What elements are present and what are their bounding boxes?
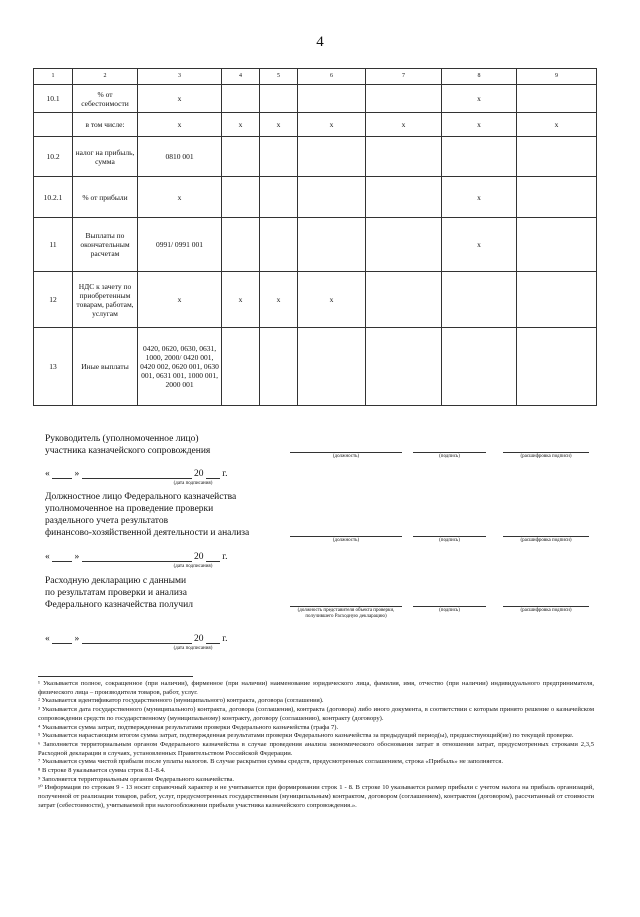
header-cell: 6	[298, 69, 366, 85]
table-cell: х	[442, 113, 517, 137]
day-field[interactable]	[52, 632, 72, 644]
month-field[interactable]	[82, 632, 192, 644]
table-cell	[517, 328, 597, 406]
header-cell: 5	[260, 69, 298, 85]
table-cell: Иные выплаты	[73, 328, 138, 406]
table-cell	[298, 85, 366, 113]
footnote: ⁵ Указывается нарастающим итогом сумма затрат, подтвержденная результатами проверки Федерального казначейства за предыдущий период(ы), предшествующий(ие) по текущей проверке.	[38, 732, 574, 740]
block1-sign-line: (подпись)	[413, 452, 486, 460]
year-suffix: г.	[222, 469, 228, 479]
date-open-quote: «	[45, 634, 50, 644]
table-cell	[298, 328, 366, 406]
table-cell	[298, 177, 366, 218]
page-number: 4	[316, 34, 324, 50]
signature-block-receiver	[45, 575, 193, 611]
header-cell: 2	[73, 69, 138, 85]
table-cell: х	[138, 177, 222, 218]
table-cell	[366, 272, 442, 328]
table-cell	[222, 137, 260, 177]
date-caption: (дата подписания)	[173, 646, 213, 651]
date-close-quote: »	[74, 634, 80, 644]
block3-date	[45, 632, 285, 654]
table-cell	[517, 85, 597, 113]
signature-block-head	[45, 433, 210, 457]
table-cell	[260, 328, 298, 406]
footnote: ⁴ Указывается сумма затрат, подтвержденная результатами проверки Федерального казначейства (графа 7).	[38, 723, 339, 731]
table-cell: % от себестоимости	[73, 85, 138, 113]
table-cell: 10.1	[34, 85, 73, 113]
year-prefix: 20	[194, 552, 204, 562]
date-close-quote: »	[74, 552, 80, 562]
table-cell: х	[442, 85, 517, 113]
table-cell: х	[138, 113, 222, 137]
block2-line1: Должностное лицо Федерального казначейства	[45, 492, 237, 502]
table-cell	[517, 137, 597, 177]
block2-date	[45, 550, 285, 572]
header-cell: 9	[517, 69, 597, 85]
footnote-divider	[38, 676, 193, 677]
block1-date	[45, 467, 285, 489]
block2-line4: финансово-хозяйственной деятельности и анализа	[45, 528, 250, 538]
table-cell: х	[517, 113, 597, 137]
table-cell	[366, 137, 442, 177]
block1-name-line: (расшифровка подписи)	[503, 452, 589, 460]
table-cell: 0420, 0620, 0630, 0631, 1000, 2000/ 0420 001, 0420 002, 0620 001, 0630 001, 0631 001, 1000 001, 2000 001	[138, 328, 222, 406]
table-cell: 10.2	[34, 137, 73, 177]
block1-position-line: (должность)	[290, 452, 402, 460]
block2-name-line: (расшифровка подписи)	[503, 536, 589, 544]
footnote: ⁶ Заполняется территориальным органом Федерального казначейства в случае проведения анализа экономического обоснования затрат в отношении затрат, предусмотренных строками 2,3,5 Расходной декларации в случаях, установленных Правительством Российской Федерации.	[38, 740, 594, 757]
table-cell	[260, 177, 298, 218]
table-cell	[517, 177, 597, 218]
year-suffix: г.	[222, 552, 228, 562]
table-row	[34, 113, 597, 137]
block3-line1: Расходную декларацию с данными	[45, 576, 187, 586]
table-cell	[517, 272, 597, 328]
year-prefix: 20	[194, 634, 204, 644]
table-cell	[517, 218, 597, 272]
day-field[interactable]	[52, 550, 72, 562]
block3-line2: по результатам проверки и анализа	[45, 588, 187, 598]
table-cell: х	[366, 113, 442, 137]
table-cell: 13	[34, 328, 73, 406]
footnotes	[38, 680, 594, 811]
date-open-quote: «	[45, 552, 50, 562]
block1-title-line1: Руководитель (уполномоченное лицо)	[45, 434, 199, 444]
table-cell	[366, 177, 442, 218]
table-cell: 12	[34, 272, 73, 328]
header-cell: 4	[222, 69, 260, 85]
block2-line2: уполномоченное на проведение проверки	[45, 504, 214, 514]
year-field[interactable]	[206, 632, 220, 644]
declaration-table	[33, 68, 597, 406]
table-cell	[260, 218, 298, 272]
year-prefix: 20	[194, 469, 204, 479]
block2-line3: раздельного учета результатов	[45, 516, 169, 526]
table-cell: х	[222, 113, 260, 137]
header-cell: 1	[34, 69, 73, 85]
footnote: ³ Указывается дата государственного (муниципального) контракта, договора (соглашения), контракта (договора) либо иного документа, в соответствии с которым принято решение о казначейском сопровождении средств по государственному (муниципальному) контракту, договору (соглашению), контракту (договору).	[38, 706, 594, 722]
date-close-quote: »	[74, 469, 80, 479]
header-cell: 3	[138, 69, 222, 85]
table-cell	[222, 218, 260, 272]
table-cell	[298, 218, 366, 272]
table-cell: в том числе:	[73, 113, 138, 137]
table-cell: х	[260, 113, 298, 137]
table-cell: х	[138, 85, 222, 113]
block3-position-line: (должность представителя объекта проверки, получившего Расходную декларацию)	[290, 606, 402, 620]
table-row	[34, 177, 597, 218]
table-row	[34, 272, 597, 328]
table-cell: налог на прибыль, сумма	[73, 137, 138, 177]
footnote: ¹⁰ Информация по строкам 9 - 13 носит справочный характер и не учитывается при формировании строк 1 - 8. В строке 10 указывается размер прибыли с учетом налога на прибыль организаций, полученной от реализации товаров, работ, услуг, предусмотренных государственным (муниципальным) контрактом, договором (соглашением), контрактом (договором), рассчитанный от стоимости затрат (себестоимости), учитываемой при налогообложении прибыли участника казначейского сопровождения.».	[38, 784, 594, 809]
table-cell	[366, 218, 442, 272]
block3-sign-line: (подпись)	[413, 606, 486, 614]
table-cell: х	[222, 272, 260, 328]
table-row	[34, 85, 597, 113]
table-cell	[442, 328, 517, 406]
table-cell	[442, 272, 517, 328]
table-cell: 0991/ 0991 001	[138, 218, 222, 272]
footnote: ² Указывается идентификатор государственного (муниципального) контракта, договора (соглашения).	[38, 697, 324, 705]
table-cell: 0810 001	[138, 137, 222, 177]
table-cell	[222, 328, 260, 406]
table-header-row	[34, 69, 597, 85]
header-cell: 8	[442, 69, 517, 85]
table-row	[34, 137, 597, 177]
table-cell	[34, 113, 73, 137]
table-cell: х	[260, 272, 298, 328]
table-row	[34, 218, 597, 272]
footnote: ¹ Указывается полное, сокращенное (при наличии), фирменное (при наличии) наименование юридического лица, фамилия, имя, отчество (при наличии) индивидуального предпринимателя, физического лица – производителя товаров, работ, услуг.	[38, 680, 594, 696]
table-cell: х	[298, 272, 366, 328]
table-cell	[222, 85, 260, 113]
date-caption: (дата подписания)	[173, 564, 213, 569]
table-cell: х	[442, 177, 517, 218]
table-cell	[260, 85, 298, 113]
footnote: ⁹ Заполняется территориальным органом Федерального казначейства.	[38, 775, 235, 783]
table-cell	[298, 137, 366, 177]
block2-sign-line: (подпись)	[413, 536, 486, 544]
block2-position-line: (должность)	[290, 536, 402, 544]
year-suffix: г.	[222, 634, 228, 644]
table-cell: х	[138, 272, 222, 328]
table-cell: % от прибыли	[73, 177, 138, 218]
table-cell: 10.2.1	[34, 177, 73, 218]
month-field[interactable]	[82, 550, 192, 562]
table-cell	[442, 137, 517, 177]
header-cell: 7	[366, 69, 442, 85]
table-cell: Выплаты по окончательным расчетам	[73, 218, 138, 272]
table-cell: 11	[34, 218, 73, 272]
date-caption: (дата подписания)	[173, 481, 213, 486]
block3-line3: Федерального казначейства получил	[45, 600, 193, 610]
date-open-quote: «	[45, 469, 50, 479]
table-row	[34, 328, 597, 406]
table-cell	[366, 85, 442, 113]
table-cell: х	[298, 113, 366, 137]
block1-title-line2: участника казначейского сопровождения	[45, 446, 211, 456]
month-field[interactable]	[82, 467, 192, 479]
table-cell: х	[442, 218, 517, 272]
table-cell	[366, 328, 442, 406]
day-field[interactable]	[52, 467, 72, 479]
signature-block-treasury	[45, 491, 249, 539]
footnote: ⁸ В строке 8 указывается сумма строк 8.1-8.4.	[38, 767, 166, 775]
table-cell	[260, 137, 298, 177]
table-cell: НДС к зачету по приобретенным товарам, работам, услугам	[73, 272, 138, 328]
year-field[interactable]	[206, 467, 220, 479]
year-field[interactable]	[206, 550, 220, 562]
table-cell	[222, 177, 260, 218]
footnote: ⁷ Указывается сумма чистой прибыли после уплаты налогов. В случае раскрытия суммы средств, предусмотренных соглашением, строка «Прибыль» не заполняется.	[38, 758, 503, 766]
block3-name-line: (расшифровка подписи)	[503, 606, 589, 614]
